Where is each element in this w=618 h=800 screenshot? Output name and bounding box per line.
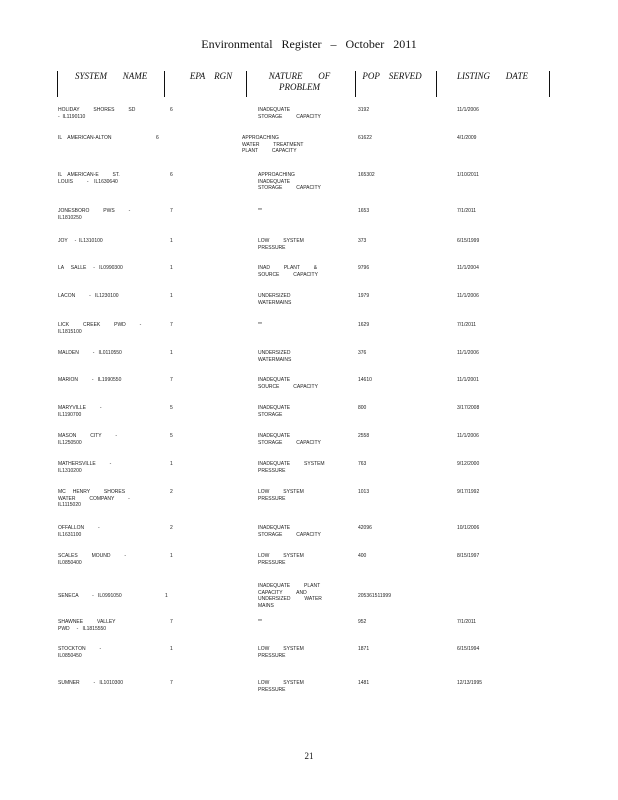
- system-name-cell: MARION - IL1990550: [58, 377, 122, 383]
- epa-rgn-cell: 2: [170, 489, 173, 495]
- pop-served-cell: 3192: [358, 107, 370, 113]
- epa-rgn-cell: 6: [170, 107, 173, 113]
- nature-of-problem-cell: APPROACHING INADEQUATE STORAGE CAPACITY: [258, 172, 321, 191]
- listing-date-cell: 9/17/1992: [457, 489, 480, 495]
- system-name-cell: SHAWNEE VALLEY PWD - IL1815550: [58, 619, 116, 632]
- listing-date-cell: 7/1/2011: [457, 322, 477, 328]
- pop-served-cell: 9796: [358, 265, 370, 271]
- epa-rgn-cell: 1: [170, 293, 173, 299]
- system-name-cell: IL AMERICAN-ALTON: [58, 135, 112, 141]
- header-system-name: SYSTEM NAME: [75, 71, 148, 81]
- pop-served-cell: 1653: [358, 208, 370, 214]
- pop-served-cell: 952: [358, 619, 367, 625]
- nature-of-problem-cell: APPROACHING WATER TREATMENT PLANT CAPACITY: [242, 135, 304, 154]
- system-name-cell: SUMNER - IL1010300: [58, 680, 124, 686]
- nature-of-problem-cell: LOW SYSTEM PRESSURE: [258, 646, 304, 659]
- listing-date-cell: 7/1/2011: [457, 208, 477, 214]
- nature-of-problem-cell: INAD PLANT & SOURCE CAPACITY: [258, 265, 318, 278]
- listing-date-cell: 11/1/2006: [457, 107, 479, 113]
- pop-served-cell: 205361511999: [358, 593, 391, 599]
- listing-date-cell: 11/1/2006: [457, 433, 479, 439]
- epa-rgn-cell: 7: [170, 208, 173, 214]
- epa-rgn-cell: 5: [170, 405, 173, 411]
- pop-served-cell: 14610: [358, 377, 372, 383]
- system-name-cell: JONESBORO PWS - IL1810250: [58, 208, 131, 221]
- nature-of-problem-cell: INADEQUATE STORAGE CAPACITY: [258, 525, 321, 538]
- system-name-cell: MATHERSVILLE - IL1310200: [58, 461, 112, 474]
- epa-rgn-cell: 6: [156, 135, 159, 141]
- pop-served-cell: 42096: [358, 525, 372, 531]
- pop-served-cell: 1979: [358, 293, 370, 299]
- system-name-cell: SCALES MOUND - IL0850400: [58, 553, 127, 566]
- epa-rgn-cell: 1: [170, 238, 173, 244]
- nature-of-problem-cell: UNDERSIZED WATERMAINS: [258, 350, 292, 363]
- listing-date-cell: 4/1/2009: [457, 135, 477, 141]
- nature-of-problem-cell: INADEQUATE STORAGE CAPACITY: [258, 433, 321, 446]
- pop-served-cell: 1481: [358, 680, 370, 686]
- epa-rgn-cell: 1: [170, 553, 173, 559]
- system-name-cell: JOY - IL1310100: [58, 238, 103, 244]
- pop-served-cell: 800: [358, 405, 367, 411]
- pop-served-cell: 61622: [358, 135, 372, 141]
- nature-of-problem-cell: INADEQUATE PLANT CAPACITY AND UNDERSIZED WATER MAINS: [258, 583, 322, 609]
- system-name-cell: MARYVILLE - IL1190700: [58, 405, 102, 418]
- epa-rgn-cell: 7: [170, 322, 173, 328]
- system-name-cell: HOLIDAY SHORES SD - IL1190110: [58, 107, 136, 120]
- page-number: 21: [304, 751, 314, 761]
- system-name-cell: MASON CITY - IL1250500: [58, 433, 118, 446]
- nature-of-problem-cell: **: [258, 208, 262, 214]
- nature-of-problem-cell: LOW SYSTEM PRESSURE: [258, 238, 304, 251]
- nature-of-problem-cell: LOW SYSTEM PRESSURE: [258, 489, 304, 502]
- epa-rgn-cell: 1: [170, 265, 173, 271]
- pop-served-cell: 165302: [358, 172, 375, 178]
- system-name-cell: LA SALLE - IL0990300: [58, 265, 123, 271]
- epa-rgn-cell: 5: [170, 433, 173, 439]
- nature-of-problem-cell: INADEQUATE SYSTEM PRESSURE: [258, 461, 325, 474]
- pop-served-cell: 373: [358, 238, 367, 244]
- system-name-cell: STOCKTON - IL0850450: [58, 646, 102, 659]
- system-name-cell: MC HENRY SHORES WATER COMPANY - IL1115020: [58, 489, 130, 508]
- pop-served-cell: 2558: [358, 433, 370, 439]
- system-name-cell: OFFALLON - IL1631100: [58, 525, 100, 538]
- epa-rgn-cell: 7: [170, 619, 173, 625]
- epa-rgn-cell: 7: [170, 377, 173, 383]
- listing-date-cell: 11/1/2006: [457, 293, 479, 299]
- listing-date-cell: 3/17/2008: [457, 405, 480, 411]
- listing-date-cell: 6/15/1994: [457, 646, 480, 652]
- system-name-cell: IL AMERICAN-E ST. LOUIS - IL1630640: [58, 172, 120, 185]
- pop-served-cell: 763: [358, 461, 367, 467]
- epa-rgn-cell: 1: [170, 461, 173, 467]
- epa-rgn-cell: 1: [170, 350, 173, 356]
- nature-of-problem-cell: INADEQUATE STORAGE: [258, 405, 291, 418]
- nature-of-problem-cell: **: [258, 322, 262, 328]
- listing-date-cell: 11/1/2006: [457, 350, 479, 356]
- page-title: Environmental Register – October 2011: [201, 37, 417, 51]
- epa-rgn-cell: 1: [170, 646, 173, 652]
- listing-date-cell: 11/1/2004: [457, 265, 479, 271]
- listing-date-cell: 10/1/2006: [457, 525, 480, 531]
- nature-of-problem-cell: LOW SYSTEM PRESSURE: [258, 680, 304, 693]
- epa-rgn-cell: 6: [170, 172, 173, 178]
- listing-date-cell: 6/15/1999: [457, 238, 480, 244]
- header-nature-of-problem: NATURE OF PROBLEM: [268, 71, 331, 92]
- pop-served-cell: 376: [358, 350, 367, 356]
- epa-rgn-cell: 1: [165, 593, 168, 599]
- nature-of-problem-cell: **: [258, 619, 262, 625]
- listing-date-cell: 7/1/2011: [457, 619, 477, 625]
- listing-date-cell: 11/1/2001: [457, 377, 479, 383]
- system-name-cell: MALDEN - IL0110550: [58, 350, 122, 356]
- system-name-cell: LICK CREEK PWD - IL1815100: [58, 322, 142, 335]
- system-name-cell: SENECA - IL0991050: [58, 593, 122, 599]
- epa-rgn-cell: 2: [170, 525, 173, 531]
- header-pop-served: POP SERVED: [362, 71, 422, 81]
- nature-of-problem-cell: INADEQUATE SOURCE CAPACITY: [258, 377, 318, 390]
- listing-date-cell: 1/10/2011: [457, 172, 479, 178]
- pop-served-cell: 1871: [358, 646, 370, 652]
- pop-served-cell: 1013: [358, 489, 370, 495]
- nature-of-problem-cell: INADEQUATE STORAGE CAPACITY: [258, 107, 321, 120]
- listing-date-cell: 8/15/1997: [457, 553, 480, 559]
- system-name-cell: LACON - IL1230100: [58, 293, 119, 299]
- header-listing-date: LISTING DATE: [457, 71, 528, 81]
- listing-date-cell: 9/12/2000: [457, 461, 480, 467]
- pop-served-cell: 1629: [358, 322, 370, 328]
- epa-rgn-cell: 7: [170, 680, 173, 686]
- pop-served-cell: 400: [358, 553, 367, 559]
- header-epa-rgn: EPA RGN: [189, 71, 233, 81]
- nature-of-problem-cell: LOW SYSTEM PRESSURE: [258, 553, 304, 566]
- nature-of-problem-cell: UNDERSIZED WATERMAINS: [258, 293, 292, 306]
- listing-date-cell: 12/13/1995: [457, 680, 483, 686]
